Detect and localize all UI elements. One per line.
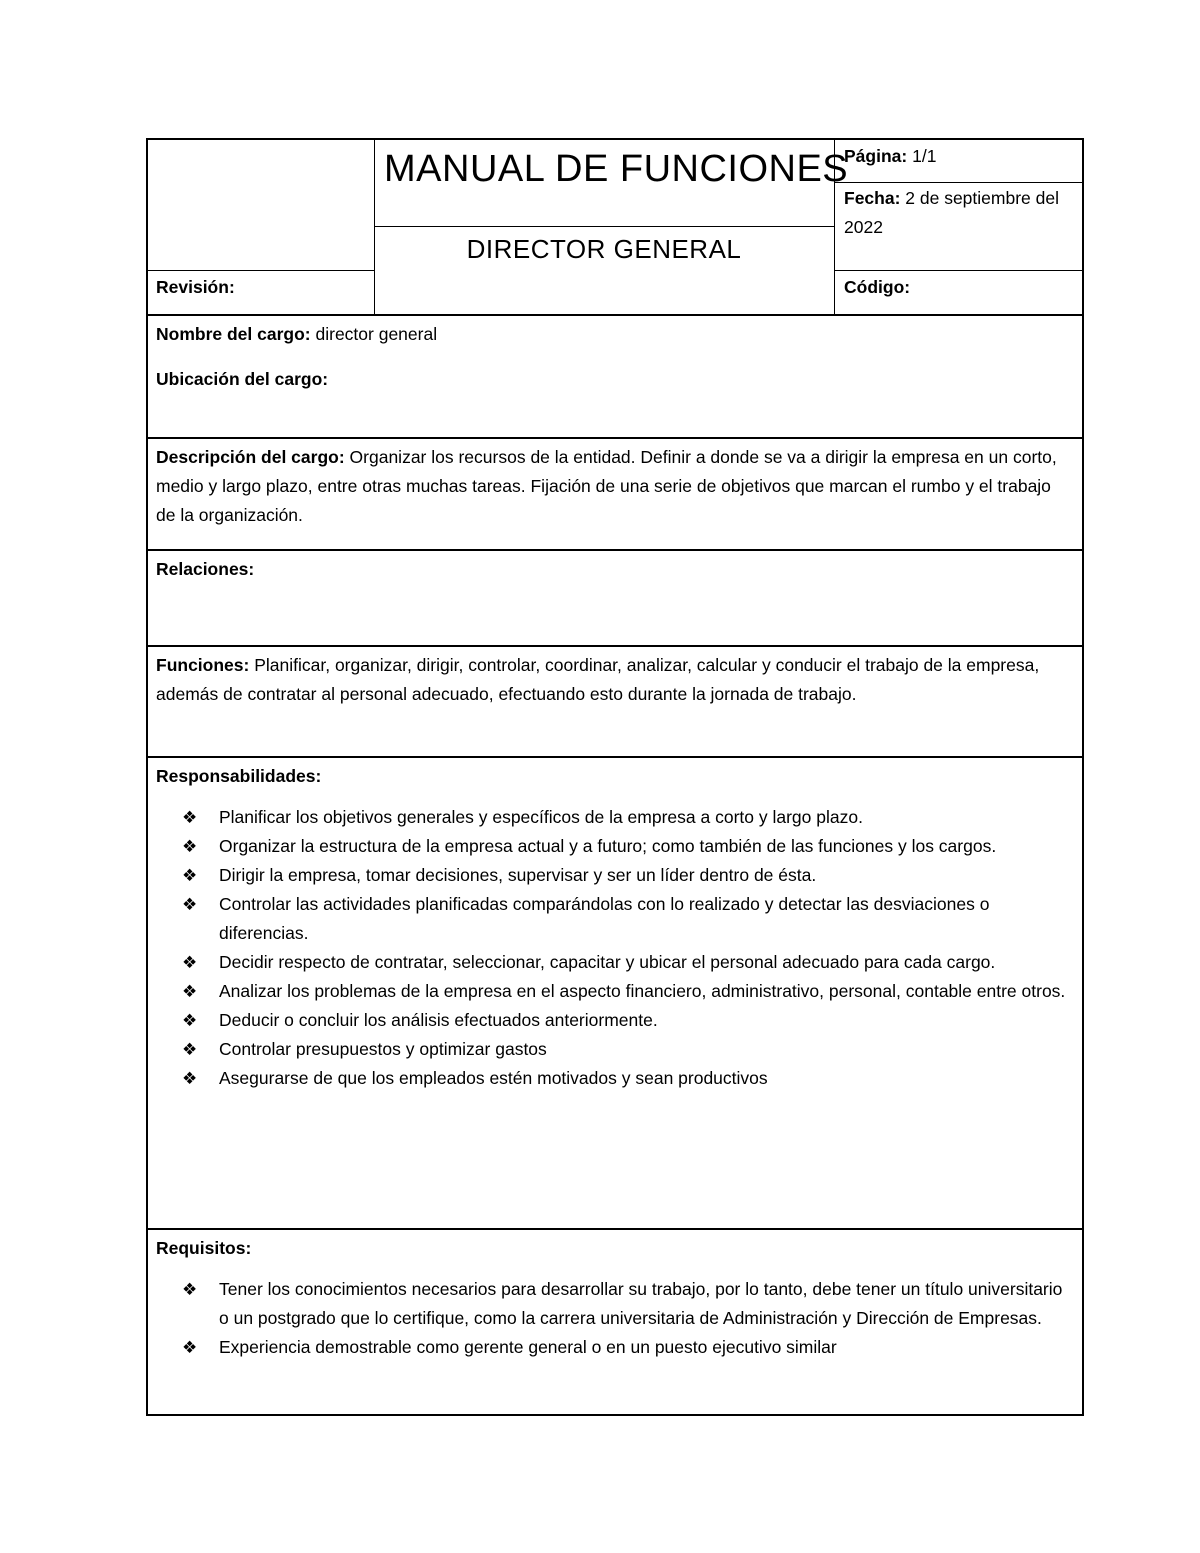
code-label: Código: (844, 277, 911, 297)
list-item: ❖ Organizar la estructura de la empresa actual y a futuro; como también de las funciones y los cargos. (148, 832, 1082, 861)
list-item: ❖ Planificar los objetivos generales y específicos de la empresa a corto y largo plazo. (148, 803, 1082, 832)
requirements-label: Requisitos: (156, 1238, 252, 1258)
diamond-bullet-icon: ❖ (182, 837, 198, 856)
description-label: Descripción del cargo: (156, 447, 345, 467)
diamond-bullet-icon: ❖ (182, 1011, 198, 1030)
header-divider (148, 270, 374, 271)
diamond-bullet-icon: ❖ (182, 895, 198, 914)
list-item: ❖ Asegurarse de que los empleados estén motivados y sean productivos (148, 1064, 1082, 1093)
responsibilities-list (148, 803, 1082, 1093)
relations-label: Relaciones: (156, 559, 255, 579)
diamond-bullet-icon: ❖ (182, 982, 198, 1001)
page-value: 1/1 (912, 146, 937, 166)
diamond-bullet-icon: ❖ (182, 1069, 198, 1088)
list-item: ❖ Controlar presupuestos y optimizar gastos (148, 1035, 1082, 1064)
form-header (146, 138, 1084, 316)
revision-field (156, 273, 235, 302)
page-label: Página: (844, 146, 908, 166)
functions-label: Funciones: (156, 655, 250, 675)
diamond-bullet-icon: ❖ (182, 1280, 198, 1299)
list-item: ❖ Analizar los problemas de la empresa en el aspecto financiero, administrativo, personal, contable entre otros. (148, 977, 1082, 1006)
revision-label: Revisión: (156, 277, 235, 297)
position-location-label: Ubicación del cargo: (156, 369, 329, 389)
description-section (146, 439, 1084, 551)
responsibilities-section (146, 758, 1084, 1230)
header-divider (834, 270, 1082, 271)
code-field (844, 273, 910, 302)
functions-text: Planificar, organizar, dirigir, controlar, coordinar, analizar, calcular y conducir el trabajo de la empresa, además de contratar al personal adecuado, efectuando esto durante la jornada de trabajo. (156, 655, 1040, 704)
list-item: ❖ Experiencia demostrable como gerente general o en un puesto ejecutivo similar (148, 1333, 1082, 1362)
list-item: ❖ Decidir respecto de contratar, seleccionar, capacitar y ubicar el personal adecuado para cada cargo. (148, 948, 1082, 977)
diamond-bullet-icon: ❖ (182, 866, 198, 885)
header-divider (374, 140, 375, 314)
header-divider (834, 182, 1082, 183)
functions-section (146, 647, 1084, 758)
date-field (844, 184, 1076, 242)
list-item: ❖ Dirigir la empresa, tomar decisiones, supervisar y ser un líder dentro de ésta. (148, 861, 1082, 890)
diamond-bullet-icon: ❖ (182, 1338, 198, 1357)
diamond-bullet-icon: ❖ (182, 808, 198, 827)
header-divider (374, 226, 834, 227)
description-text: Organizar los recursos de la entidad. Definir a donde se va a dirigir la empresa en un corto, medio y largo plazo, entre otras muchas tareas. Fijación de una serie de objetivos que marcan el rumbo y el trabajo de la organización. (156, 447, 1057, 525)
list-item: ❖ Tener los conocimientos necesarios para desarrollar su trabajo, por lo tanto, debe tener un título universitario o un postgrado que lo certifique, como la carrera universitaria de Administración y Dirección de Empresas. (148, 1275, 1082, 1333)
diamond-bullet-icon: ❖ (182, 1040, 198, 1059)
list-item: ❖ Deducir o concluir los análisis efectuados anteriormente. (148, 1006, 1082, 1035)
responsibilities-label: Responsabilidades: (156, 766, 322, 786)
page-field (844, 142, 936, 171)
document-title: MANUAL DE FUNCIONES (384, 148, 849, 190)
position-name-label: Nombre del cargo: (156, 324, 311, 344)
job-description-form (146, 138, 1084, 1416)
relations-section (146, 551, 1084, 647)
list-item: ❖ Controlar las actividades planificadas comparándolas con lo realizado y detectar las desviaciones o diferencias. (148, 890, 1082, 948)
diamond-bullet-icon: ❖ (182, 953, 198, 972)
position-section (146, 316, 1084, 439)
requirements-list (148, 1275, 1082, 1362)
requirements-section (146, 1230, 1084, 1416)
date-label: Fecha: (844, 188, 901, 208)
position-name-value: director general (315, 324, 438, 344)
date-value: 2 de septiembre del 2022 (844, 188, 1059, 237)
document-subtitle: DIRECTOR GENERAL (466, 234, 742, 264)
